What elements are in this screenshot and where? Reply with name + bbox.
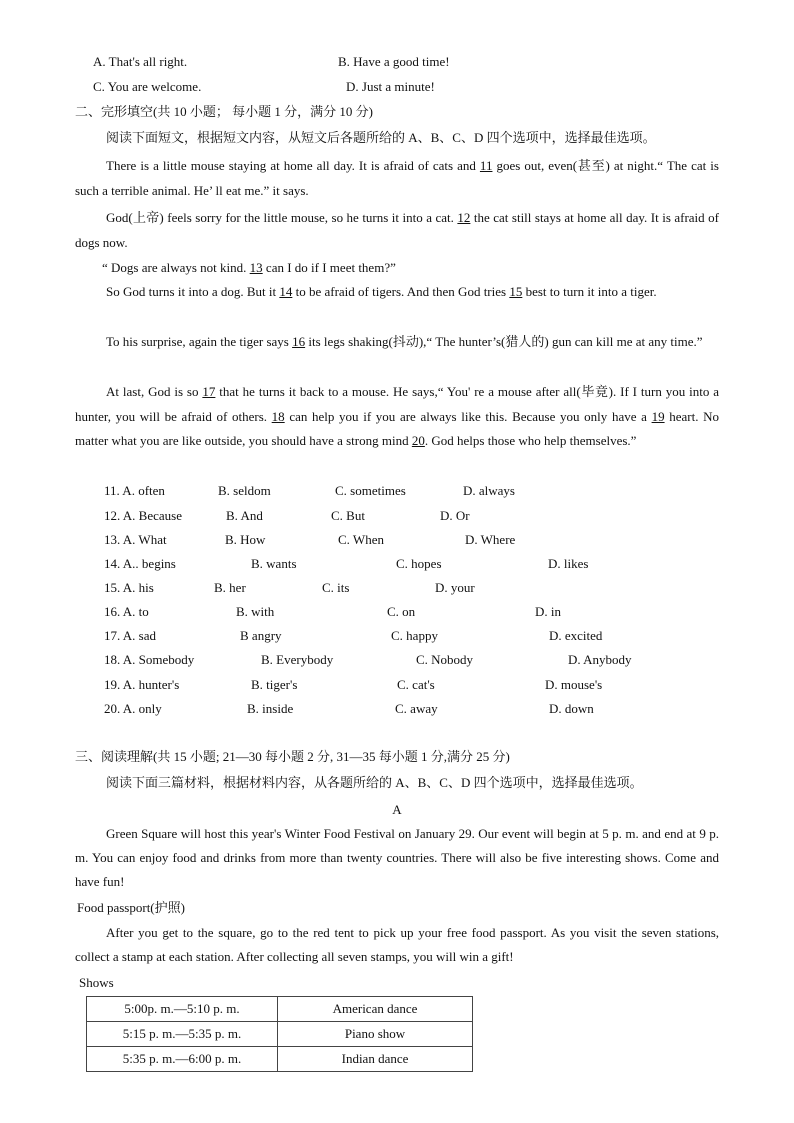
cloze-paragraph-6 [75, 380, 719, 454]
q13-c: C. When [338, 532, 384, 547]
q13-b: B. How [225, 532, 266, 547]
option-a: A. That's all right. [93, 54, 188, 69]
table-row [87, 997, 473, 1022]
p4-text-b: to be afraid of tigers. And then God tries [292, 284, 510, 299]
show-event: American dance [278, 997, 473, 1022]
option-b: B. Have a good time! [338, 54, 450, 69]
shows-table [86, 996, 473, 1072]
option-d: D. Just a minute! [346, 79, 435, 94]
q17-a: 17. A. sad [104, 628, 156, 643]
p6-text-b: that he turns it back to a mouse. He says,“ You' re a mouse after all(毕竟). If I turn you into a hunter, you will be afraid of others. [75, 384, 720, 424]
q16-a: 16. A. to [104, 604, 149, 619]
p5-text-a: To his surprise, again the tiger says [106, 334, 293, 349]
shows-title: Shows [79, 975, 114, 990]
q20-b: B. inside [247, 701, 294, 716]
q19-a: 19. A. hunter's [104, 677, 180, 692]
blank-16: 16 [292, 334, 306, 349]
q11-a: 11. A. often [104, 483, 165, 498]
p4-text-a: So God turns it into a dog. But it [106, 284, 280, 299]
q16-d: D. in [535, 604, 561, 619]
p1-text-b: goes out, even(甚至) at night.“ The cat is such a terrible animal. He’ ll eat me.” it says. [75, 158, 719, 198]
p2-text-b: the cat still stays at home all day. It is afraid of dogs now. [75, 210, 719, 250]
q15-d: D. your [435, 580, 475, 595]
p1-text-a: There is a little mouse staying at home all day. It is afraid of cats and [106, 158, 480, 173]
table-row [87, 1047, 473, 1072]
show-event: Indian dance [278, 1047, 473, 1072]
q18-c: C. Nobody [416, 652, 474, 667]
q17-d: D. excited [549, 628, 603, 643]
show-time: 5:00p. m.—5:10 p. m. [87, 997, 278, 1022]
q17-c: C. happy [391, 628, 438, 643]
q14-d: D. likes [548, 556, 589, 571]
blank-17: 17 [202, 384, 216, 399]
blank-20: 20 [411, 433, 425, 448]
q19-b: B. tiger's [251, 677, 298, 692]
cloze-paragraph-3 [75, 255, 719, 280]
p4-text-c: best to turn it into a tiger. [522, 284, 657, 299]
p5-text-b: its legs shaking(抖动),“ The hunter’s(猎人的) gun can kill me at any time.” [305, 334, 703, 349]
q19-c: C. cat's [397, 677, 435, 692]
q20-c: C. away [395, 701, 438, 716]
blank-18: 18 [271, 408, 285, 424]
cloze-paragraph-5 [75, 329, 719, 354]
show-event: Piano show [278, 1022, 473, 1047]
passage-label: A [392, 802, 402, 817]
food-passport-title: Food passport(护照) [77, 900, 185, 915]
show-time: 5:15 p. m.—5:35 p. m. [87, 1022, 278, 1047]
q18-d: D. Anybody [568, 652, 632, 667]
q14-a: 14. A.. begins [104, 556, 176, 571]
q19-d: D. mouse's [545, 677, 603, 692]
q12-b: B. And [226, 508, 263, 523]
q16-b: B. with [236, 604, 275, 619]
cloze-paragraph-4 [75, 279, 719, 304]
cloze-paragraph-1 [75, 153, 719, 203]
show-time: 5:35 p. m.—6:00 p. m. [87, 1047, 278, 1072]
q13-d: D. Where [465, 532, 516, 547]
q11-c: C. sometimes [335, 483, 406, 498]
q13-a: 13. A. What [104, 532, 167, 547]
blank-12: 12 [457, 210, 471, 225]
section3-instruction: 阅读下面三篇材料，根据材料内容，从各题所给的 A、B、C、D 四个选项中，选择最佳选项。 [106, 775, 643, 790]
q18-b: B. Everybody [261, 652, 334, 667]
q15-b: B. her [214, 580, 246, 595]
q14-b: B. wants [251, 556, 297, 571]
q12-c: C. But [331, 508, 365, 523]
q12-a: 12. A. Because [104, 508, 182, 523]
q15-a: 15. A. his [104, 580, 154, 595]
p3-text-b: can I do if I meet them?” [262, 260, 396, 275]
q20-d: D. down [549, 701, 594, 716]
blank-19: 19 [651, 408, 665, 424]
q15-c: C. its [322, 580, 350, 595]
festival-intro: Green Square will host this year's Winter Food Festival on January 29. Our event will begin at 5 p. m. and end at 9 p. m. You can enjoy food and drinks from more than twenty countries. There will also be five interesting shows. Come and have fun! [75, 826, 719, 889]
q12-d: D. Or [440, 508, 470, 523]
section2-heading: 二、完形填空(共 10 小题； 每小题 1 分，满分 10 分) [75, 104, 373, 119]
table-row [87, 1022, 473, 1047]
q11-b: B. seldom [218, 483, 271, 498]
p6-text-a: At last, God is so [106, 384, 203, 399]
q20-a: 20. A. only [104, 701, 162, 716]
p6-text-d: heart. No matter what you are like outside, you should have a strong mind [75, 408, 720, 448]
p3-text-a: “ Dogs are always not kind. [102, 260, 250, 275]
p2-text-a: God(上帝) feels sorry for the little mouse, so he turns it into a cat. [106, 210, 458, 225]
cloze-paragraph-2 [75, 205, 719, 255]
option-c: C. You are welcome. [93, 79, 202, 94]
blank-14: 14 [279, 284, 293, 299]
blank-15: 15 [509, 284, 523, 299]
section3-heading: 三、阅读理解(共 15 小题; 21—30 每小题 2 分, 31—35 每小题 1 分,满分 25 分) [75, 749, 510, 764]
p6-text-c: can help you if you are always like this. Because you only have a [284, 408, 652, 424]
q16-c: C. on [387, 604, 416, 619]
q14-c: C. hopes [396, 556, 442, 571]
q18-a: 18. A. Somebody [104, 652, 195, 667]
q17-b: B angry [240, 628, 282, 643]
section2-instruction: 阅读下面短文，根据短文内容，从短文后各题所给的 A、B、C、D 四个选项中，选择最佳选项。 [106, 130, 656, 145]
blank-11: 11 [479, 158, 493, 173]
q11-d: D. always [463, 483, 515, 498]
p6-text-e: . God helps those who help themselves.” [424, 433, 637, 448]
blank-13: 13 [249, 260, 263, 275]
food-passport-text: After you get to the square, go to the red tent to pick up your free food passport. As you visit the seven stations, collect a stamp at each station. After collecting all seven stamps, you will win a gift! [75, 925, 719, 964]
